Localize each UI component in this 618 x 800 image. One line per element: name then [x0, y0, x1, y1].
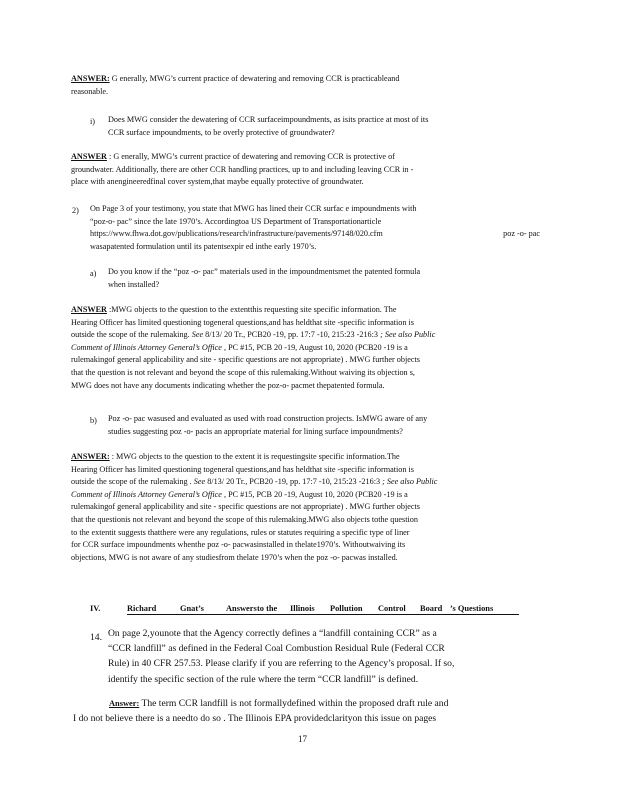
- question-2: [90, 203, 542, 253]
- section-title-word: ’s Questions: [450, 604, 494, 613]
- answer-label: ANSWER:: [71, 74, 110, 83]
- answer-paragraph-4: [71, 451, 543, 564]
- question-text: wasapatented formulation until its patentsexpir ed inthe early 1970’s.: [90, 241, 317, 251]
- question-text: Do you know if the “poz -o- pac” materials used in the impoundmentsmet the patented formula: [108, 267, 421, 276]
- section-title-word: Pollution: [330, 604, 363, 613]
- answer-text: outside the scope of the rulemaking.: [71, 330, 192, 340]
- answer-text: that the questionis not relevant and beyond the scope of this rulemaking.MWG also objects tothe question: [71, 514, 418, 524]
- question-number: 14.: [90, 632, 102, 643]
- citation: Comment of Illinois Attorney General’s Office: [71, 489, 222, 499]
- section-number: IV.: [90, 604, 101, 613]
- answer-text: :MWG objects to the question to the extentthis requesting site specific information. The: [106, 305, 397, 314]
- answer-text: rulemakingof general applicability and site - specific questions are not appropriate) . MWG further objects: [71, 502, 420, 512]
- question-i: [108, 114, 541, 139]
- answer-text: place with anengineeredfinal cover system,that maybe equally protective of groundwater.: [71, 177, 364, 187]
- answer-label: Answer:: [109, 699, 140, 708]
- answer-text: for CCR surface impoundments whenthe poz -o- pacwasinstalled in thelate1970’s. Withoutwaiving its: [71, 540, 406, 550]
- answer-label: ANSWER: [71, 152, 107, 161]
- question-text: CCR surface impoundments, to be overly protective of groundwater?: [108, 127, 335, 137]
- question-text: when installed?: [108, 279, 160, 289]
- section-title-word: Answers: [226, 604, 257, 613]
- answer-label: ANSWER: [71, 305, 107, 314]
- answer-text: , PC #15, PCB 20 -19, August 10, 2020 (PCB20 -19 is a: [221, 342, 408, 352]
- question-number: a): [90, 269, 97, 278]
- answer-text: 8/13/ 20 Tr., PCB20 -19, pp. 17:7 -10, 215:23 -216:3: [205, 477, 383, 487]
- question-a: [108, 266, 542, 291]
- question-text: Poz -o- pac wasused and evaluated as used with road construction projects. IsMWG aware of any: [108, 414, 428, 423]
- article-url[interactable]: https://www.fhwa.dot.gov/publications/research/infrastructure/pavements/97148/020.cfm: [90, 229, 383, 239]
- citation: See: [191, 330, 204, 340]
- question-number: b): [90, 416, 97, 425]
- answer-paragraph-2: [71, 151, 543, 189]
- answer-14: [73, 696, 543, 726]
- citation: ; See also Public: [382, 477, 438, 487]
- answer-text: objections, MWG is not aware of any studiesfrom thelate 1970’s when the poz -o- pacwas installed.: [71, 552, 398, 562]
- answer-text: to the extentit suggests thatthere were any regulations, rules or statutes requiring a specific type of liner: [71, 527, 410, 537]
- question-text: identify the specific section of the rule where the term “CCR landfill” is defined.: [108, 673, 419, 685]
- answer-text: I do not believe there is a needto do so . The Illinois EPA providedclarityon this issue on pages: [73, 713, 437, 725]
- section-title-word: Richard: [127, 604, 157, 613]
- question-text: poz -o- pac: [503, 229, 540, 239]
- answer-text: The term CCR landfill is not formallydefined within the proposed draft rule and: [139, 698, 449, 709]
- answer-text: 8/13/ 20 Tr., PCB20 -19, pp. 17:7 -10, 215:23 -216:3: [203, 330, 381, 340]
- question-text: “poz-o- pac” since the late 1970’s. Accordingtoa US Department of Transportationarticle: [90, 216, 382, 226]
- answer-text: , PC #15, PCB 20 -19, August 10, 2020 (PCB20 -19 is a: [221, 489, 408, 499]
- answer-text: G enerally, MWG’s current practice of dewatering and removing CCR is practicableand: [109, 74, 400, 83]
- question-text: Does MWG consider the dewatering of CCR surfaceimpoundments, as isits practice at most of its: [108, 115, 429, 124]
- citation: ; See also Public: [380, 330, 436, 340]
- answer-text: reasonable.: [71, 86, 109, 96]
- answer-text: that the question is not relevant and beyond the scope of this rulemaking.Without waiving its objection s,: [71, 367, 415, 377]
- page-number: 17: [298, 734, 307, 744]
- citation: . See: [189, 477, 206, 487]
- answer-text: MWG does not have any documents indicating whether the poz-o- pacmet thepatented formula.: [71, 380, 385, 390]
- answer-label: ANSWER:: [71, 452, 110, 461]
- question-text: “CCR landfill” as defined in the Federal Coal Combustion Residual Rule (Federal CCR: [108, 643, 445, 655]
- question-text: On page 2,younote that the Agency correctly defines a “landfill containing CCR” as a: [108, 628, 437, 639]
- section-title-word: to the: [257, 604, 278, 613]
- section-title-word: Illinois: [290, 604, 315, 613]
- answer-text: groundwater. Additionally, there are other CCR handling practices, up to and including leaving CCR in -: [71, 164, 414, 174]
- question-text: studies suggesting poz -o- pacis an appropriate material for lining surface impoundments?: [108, 426, 403, 436]
- citation: Comment of Illinois Attorney General’s Office: [71, 342, 222, 352]
- answer-paragraph-3: [71, 304, 543, 392]
- question-b: [108, 413, 542, 438]
- question-14: [108, 626, 548, 687]
- section-underline: [127, 614, 519, 615]
- answer-text: Hearing Officer has limited questioning togeneral questions,and has heldthat site -specific information is: [71, 464, 414, 474]
- question-text: On Page 3 of your testimony, you state that MWG has lined their CCR surfac e impoundments with: [90, 204, 417, 213]
- question-number: i): [90, 117, 96, 126]
- section-title-word: Gnat’s: [180, 604, 204, 613]
- question-text: Rule) in 40 CFR 257.53. Please clarify if you are referring to the Agency’s proposal. If so,: [108, 658, 455, 670]
- section-title-word: Control: [378, 604, 406, 613]
- answer-paragraph-1: [71, 73, 541, 98]
- section-title-word: Board: [420, 604, 443, 613]
- answer-text: : MWG objects to the question to the extent it is requestingsite specific information.The: [109, 452, 400, 461]
- question-number: 2): [72, 206, 79, 215]
- answer-text: : G enerally, MWG’s current practice of dewatering and removing CCR is protective of: [106, 152, 395, 161]
- answer-text: outside the scope of the rulemaking: [71, 477, 190, 487]
- answer-text: rulemakingof general applicability and site - specific questions are not appropriate) . MWG further objects: [71, 355, 420, 365]
- answer-text: Hearing Officer has limited questioning togeneral questions,and has heldthat site -specific information is: [71, 317, 414, 327]
